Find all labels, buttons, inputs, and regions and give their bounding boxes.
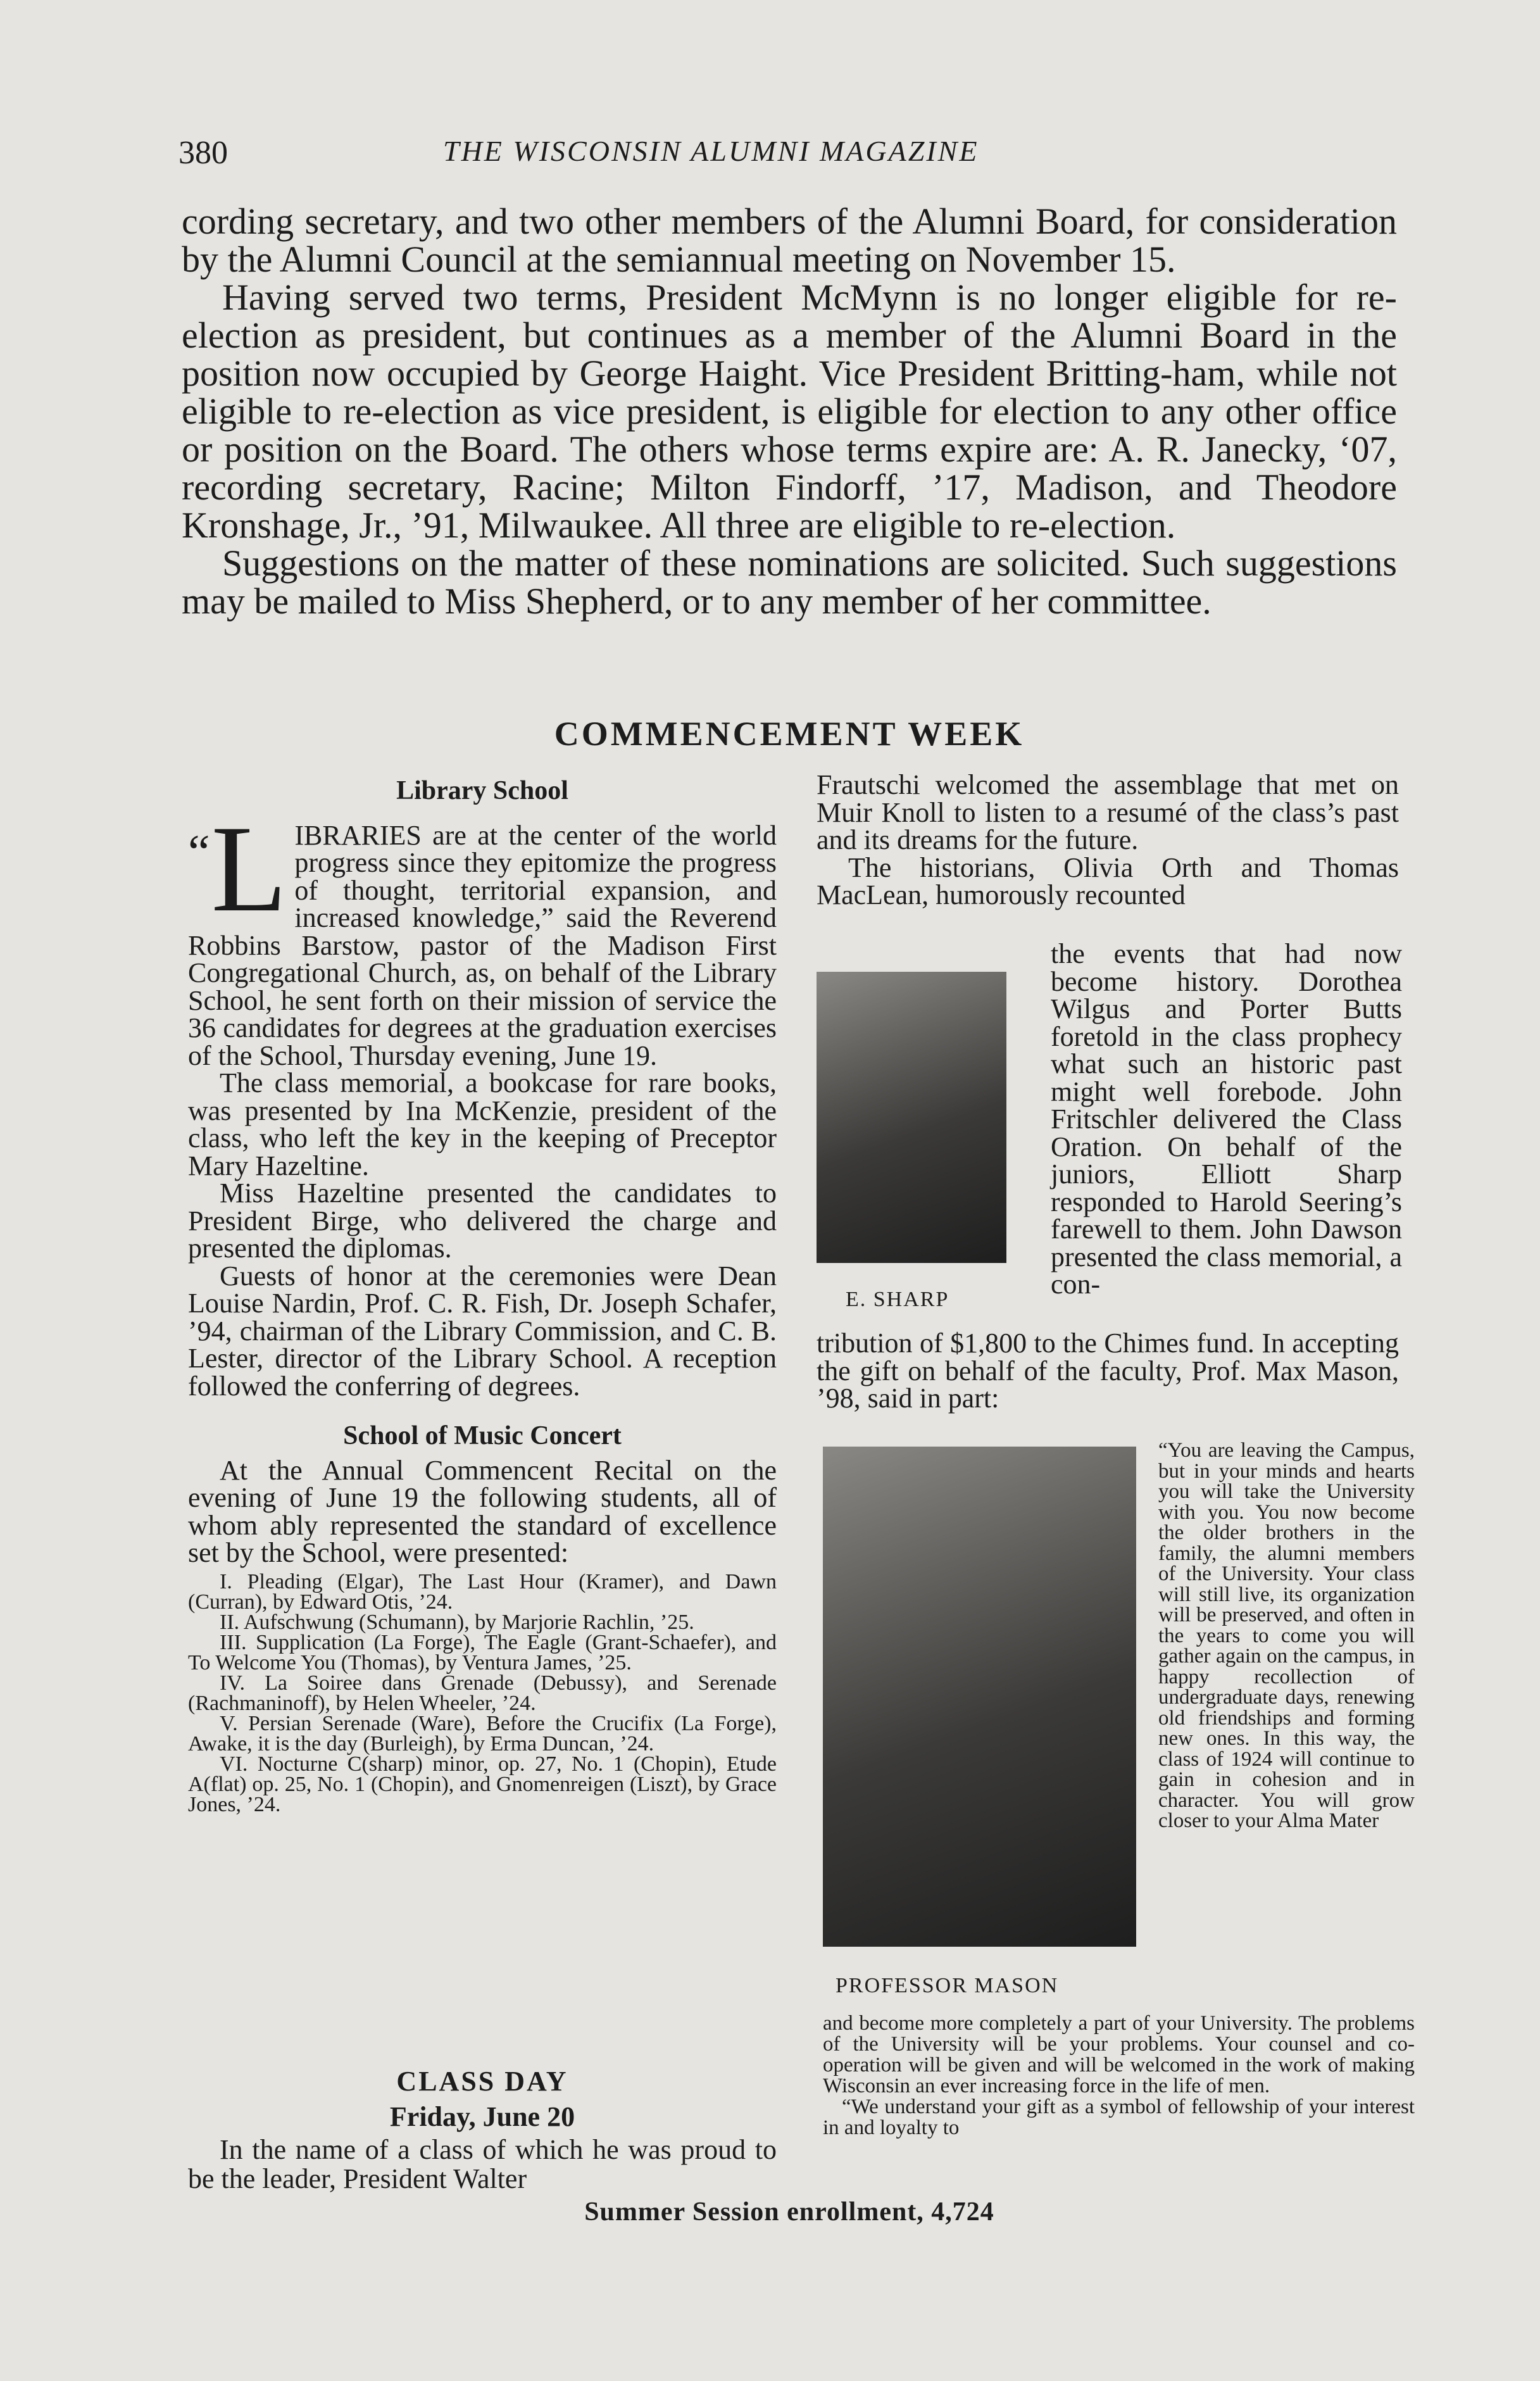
program-item: I. Pleading (Elgar), The Last Hour (Kramer), and Dawn (Curran), by Edward Otis, ’24.: [188, 1569, 777, 1614]
library-paragraph: Guests of honor at the ceremonies were Dean Louise Nardin, Prof. C. R. Fish, Dr. Joseph Schafer, ’94, chairman of the Library Commission, and C. B. Lester, director of the Library School. A reception followed the conferring of degrees.: [188, 1260, 777, 1402]
footer-note: Summer Session enrollment, 4,724: [584, 2197, 994, 2227]
music-intro: At the Annual Commencent Recital on the evening of June 19 the following students, all of whom ably represented the standard of excellence set by the School, were presented:: [188, 1454, 777, 1568]
intro-paragraph: cording secretary, and two other members of the Alumni Board, for consideration by the Alumni Council at the semiannual meeting on November 15.: [182, 201, 1397, 280]
quote-paragraph: “We understand your gift as a symbol of fellowship of your interest in and loyalty to: [823, 2095, 1415, 2139]
right-paragraph: tribution of $1,800 to the Chimes fund. In accepting the gift on behalf of the faculty, Prof. Max Mason, ’98, said in part:: [817, 1328, 1399, 1414]
mason-quote-continued: [823, 2013, 1415, 2139]
photo-e-sharp: [817, 972, 1006, 1263]
drop-cap: L: [211, 800, 287, 938]
quote-paragraph: and become more completely a part of your University. The problems of the University will be your problems. Your counsel and co-operation will be given and will be welcomed in the work of making Wisconsin an ever increasing force in the life of men.: [823, 2012, 1415, 2097]
program-item: II. Aufschwung (Schumann), by Marjorie Rachlin, ’25.: [220, 1610, 694, 1634]
library-lead-paragraph: [188, 800, 777, 1071]
running-title: THE WISCONSIN ALUMNI MAGAZINE: [443, 135, 979, 167]
music-program: [188, 1569, 777, 1816]
mason-quote: [1158, 1440, 1415, 1831]
class-day-subheading: Friday, June 20: [389, 2101, 575, 2132]
intro-text: [182, 203, 1397, 620]
music-heading: School of Music Concert: [343, 1421, 622, 1450]
program-item: V. Persian Serenade (Ware), Before the Crucifix (La Forge), Awake, it is the day (Burleigh), by Erma Duncan, ’24.: [188, 1711, 777, 1756]
right-paragraph: The historians, Olivia Orth and Thomas MacLean, humorously recounted: [817, 851, 1399, 910]
right-paragraph: the events that had now become history. Dorothea Wilgus and Porter Butts foretold in the class prophecy what such an historic past might well forebode. John Fritschler delivered the Class Oration. On behalf of the juniors, Elliott Sharp responded to Harold Seering’s farewell to them. John Dawson presented the class memorial, a con-: [1051, 938, 1402, 1300]
open-quote: “: [188, 824, 210, 879]
wrapped-text: [1051, 940, 1402, 1298]
section-heading: COMMENCEMENT WEEK: [554, 715, 1025, 753]
caption-professor-mason: PROFESSOR MASON: [836, 1974, 1059, 1997]
class-day-paragraph: In the name of a class of which he was proud to be the leader, President Walter: [188, 2134, 777, 2194]
class-day-heading: CLASS DAY: [396, 2066, 568, 2097]
library-school-heading: Library School: [396, 776, 568, 805]
intro-paragraph: Having served two terms, President McMynn is no longer eligible for re-election as president, but continues as a member of the Alumni Board in the position now occupied by George Haight. Vice President Britting-ham, while not eligible to re-election as vice president, is eligible for election to any other office or position on the Board. The others whose terms expire are: A. R. Janecky, ‘07, recording secretary, Racine; Milton Findorff, ’17, Madison, and Theodore Kronshage, Jr., ’91, Milwaukee. All three are eligible to re-election.: [182, 277, 1397, 546]
program-item: VI. Nocturne C(sharp) minor, op. 27, No. 1 (Chopin), Etude A(flat) op. 25, No. 1 (Chopin), and Gnomenreigen (Liszt), by Grace Jones, ’24.: [188, 1752, 777, 1816]
intro-paragraph: Suggestions on the matter of these nominations are solicited. Such suggestions may be mailed to Miss Shepherd, or to any member of her committee.: [182, 543, 1397, 622]
page-number: 380: [178, 135, 228, 171]
caption-e-sharp: E. SHARP: [846, 1288, 949, 1311]
program-item: IV. La Soiree dans Grenade (Debussy), and Serenade (Rachmaninoff), by Helen Wheeler, ’24.: [188, 1671, 777, 1715]
library-paragraph: The class memorial, a bookcase for rare books, was presented by Ina McKenzie, president of the class, who left the key in the keeping of Preceptor Mary Hazeltine.: [188, 1067, 777, 1181]
quote-paragraph: “You are leaving the Campus, but in your minds and hearts you will take the University with you. You now become the older brothers in the family, the alumni members of the University. Your class will still live, its organization will be preserved, and often in the years to come you will gather again on the campus, in happy recollection of undergraduate days, renewing old friendships and forming new ones. In this way, the class of 1924 will continue to gain in cohesion and in character. You will grow closer to your Alma Mater: [1158, 1439, 1415, 1832]
right-column-middle: [817, 1329, 1399, 1412]
class-day-section: [188, 2067, 777, 2194]
program-item: III. Supplication (La Forge), The Eagle (Grant-Schaefer), and To Welcome You (Thomas), by Ventura James, ’25.: [188, 1630, 777, 1674]
photo-professor-mason: [823, 1447, 1136, 1947]
library-paragraph: Miss Hazeltine presented the candidates to President Birge, who delivered the charge and presented the diplomas.: [188, 1178, 777, 1264]
right-column-top: [817, 771, 1399, 909]
library-paragraph: IBRARIES are at the center of the world progress since they epitomize the progress of thought, territorial expansion, and increased knowledge,” said the Reverend Robbins Barstow, pastor of the Madison First Congregational Church, as, on behalf of the Library School, he sent forth on their mission of service the 36 candidates for degrees at the graduation exercises of the School, Thursday evening, June 19.: [188, 819, 777, 1071]
left-column: [188, 777, 777, 1815]
right-paragraph: Frautschi welcomed the assemblage that met on Muir Knoll to listen to a resumé of the class’s past and its dreams for the future.: [817, 769, 1399, 855]
